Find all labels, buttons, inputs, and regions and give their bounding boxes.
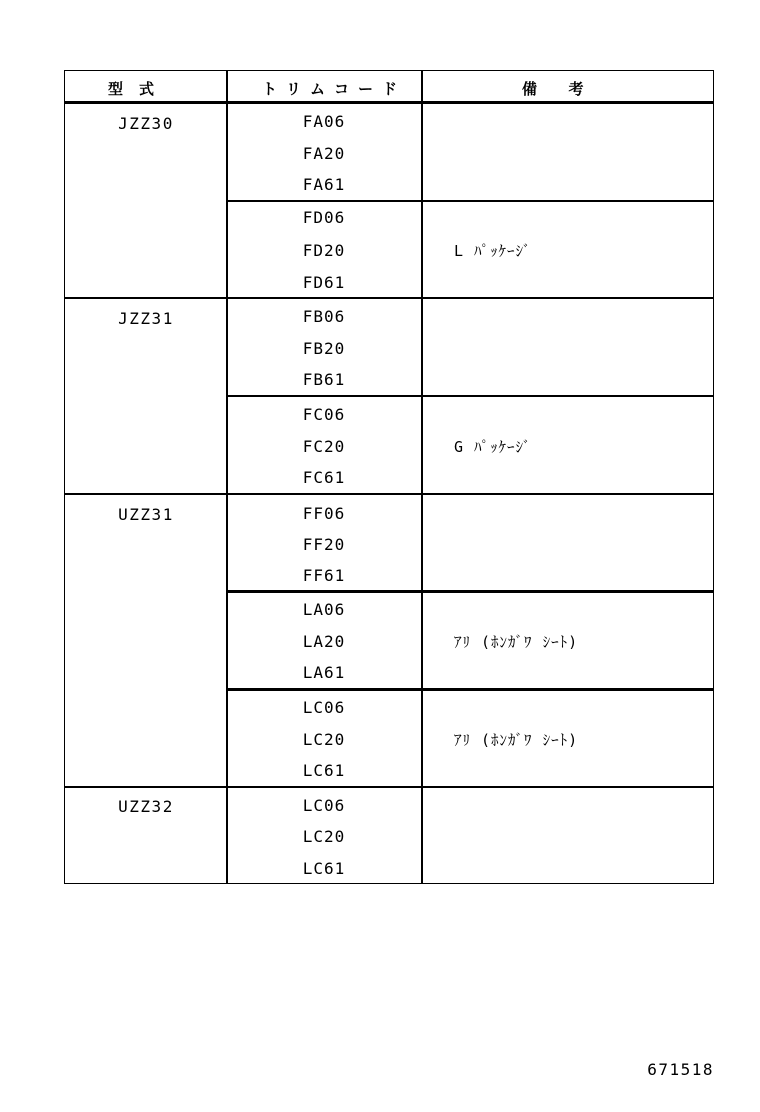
trim-code: FF61 bbox=[302, 566, 346, 585]
trim-code: LA06 bbox=[302, 600, 346, 619]
header-model: 型 式 bbox=[108, 80, 155, 98]
model-cell: UZZ32 bbox=[118, 797, 174, 816]
remark-cell: ｱﾘ (ﾎﾝｶﾞﾜ ｼｰﾄ) bbox=[454, 731, 579, 749]
group-divider bbox=[64, 297, 714, 299]
trim-code: FC20 bbox=[302, 437, 346, 456]
header-divider bbox=[64, 101, 714, 104]
trim-code: LC20 bbox=[302, 827, 346, 846]
trim-code: FB61 bbox=[302, 370, 346, 389]
model-cell: UZZ31 bbox=[118, 505, 174, 524]
trim-code: LC61 bbox=[302, 761, 346, 780]
set-divider bbox=[226, 688, 714, 691]
set-divider bbox=[226, 395, 714, 397]
trim-code: FF06 bbox=[302, 504, 346, 523]
trim-code: LC20 bbox=[302, 730, 346, 749]
group-divider bbox=[64, 786, 714, 788]
trim-code: FB20 bbox=[302, 339, 346, 358]
set-divider bbox=[226, 590, 714, 593]
trim-code: LA61 bbox=[302, 663, 346, 682]
model-cell: JZZ31 bbox=[118, 309, 174, 328]
trim-code: FF20 bbox=[302, 535, 346, 554]
trim-code: LA20 bbox=[302, 632, 346, 651]
remark-cell: ｱﾘ (ﾎﾝｶﾞﾜ ｼｰﾄ) bbox=[454, 633, 579, 651]
trim-code: FA20 bbox=[302, 144, 346, 163]
trim-code: FA06 bbox=[302, 112, 346, 131]
document-number: 671518 bbox=[647, 1060, 714, 1079]
header-trim-code: トリムコード bbox=[262, 80, 407, 98]
remark-cell: G ﾊﾟｯｹｰｼﾞ bbox=[454, 438, 532, 456]
set-divider bbox=[226, 200, 714, 202]
trim-code: FB06 bbox=[302, 307, 346, 326]
group-divider bbox=[64, 493, 714, 495]
trim-code: FC06 bbox=[302, 405, 346, 424]
trim-code: FC61 bbox=[302, 468, 346, 487]
trim-code: FD20 bbox=[302, 241, 346, 260]
remark-cell: L ﾊﾟｯｹｰｼﾞ bbox=[454, 242, 532, 260]
trim-code: LC61 bbox=[302, 859, 346, 878]
trim-code: FA61 bbox=[302, 175, 346, 194]
trim-code: FD06 bbox=[302, 208, 346, 227]
header-remarks: 備 考 bbox=[522, 80, 585, 98]
trim-code: LC06 bbox=[302, 796, 346, 815]
trim-code: FD61 bbox=[302, 273, 346, 292]
trim-code: LC06 bbox=[302, 698, 346, 717]
model-cell: JZZ30 bbox=[118, 114, 174, 133]
